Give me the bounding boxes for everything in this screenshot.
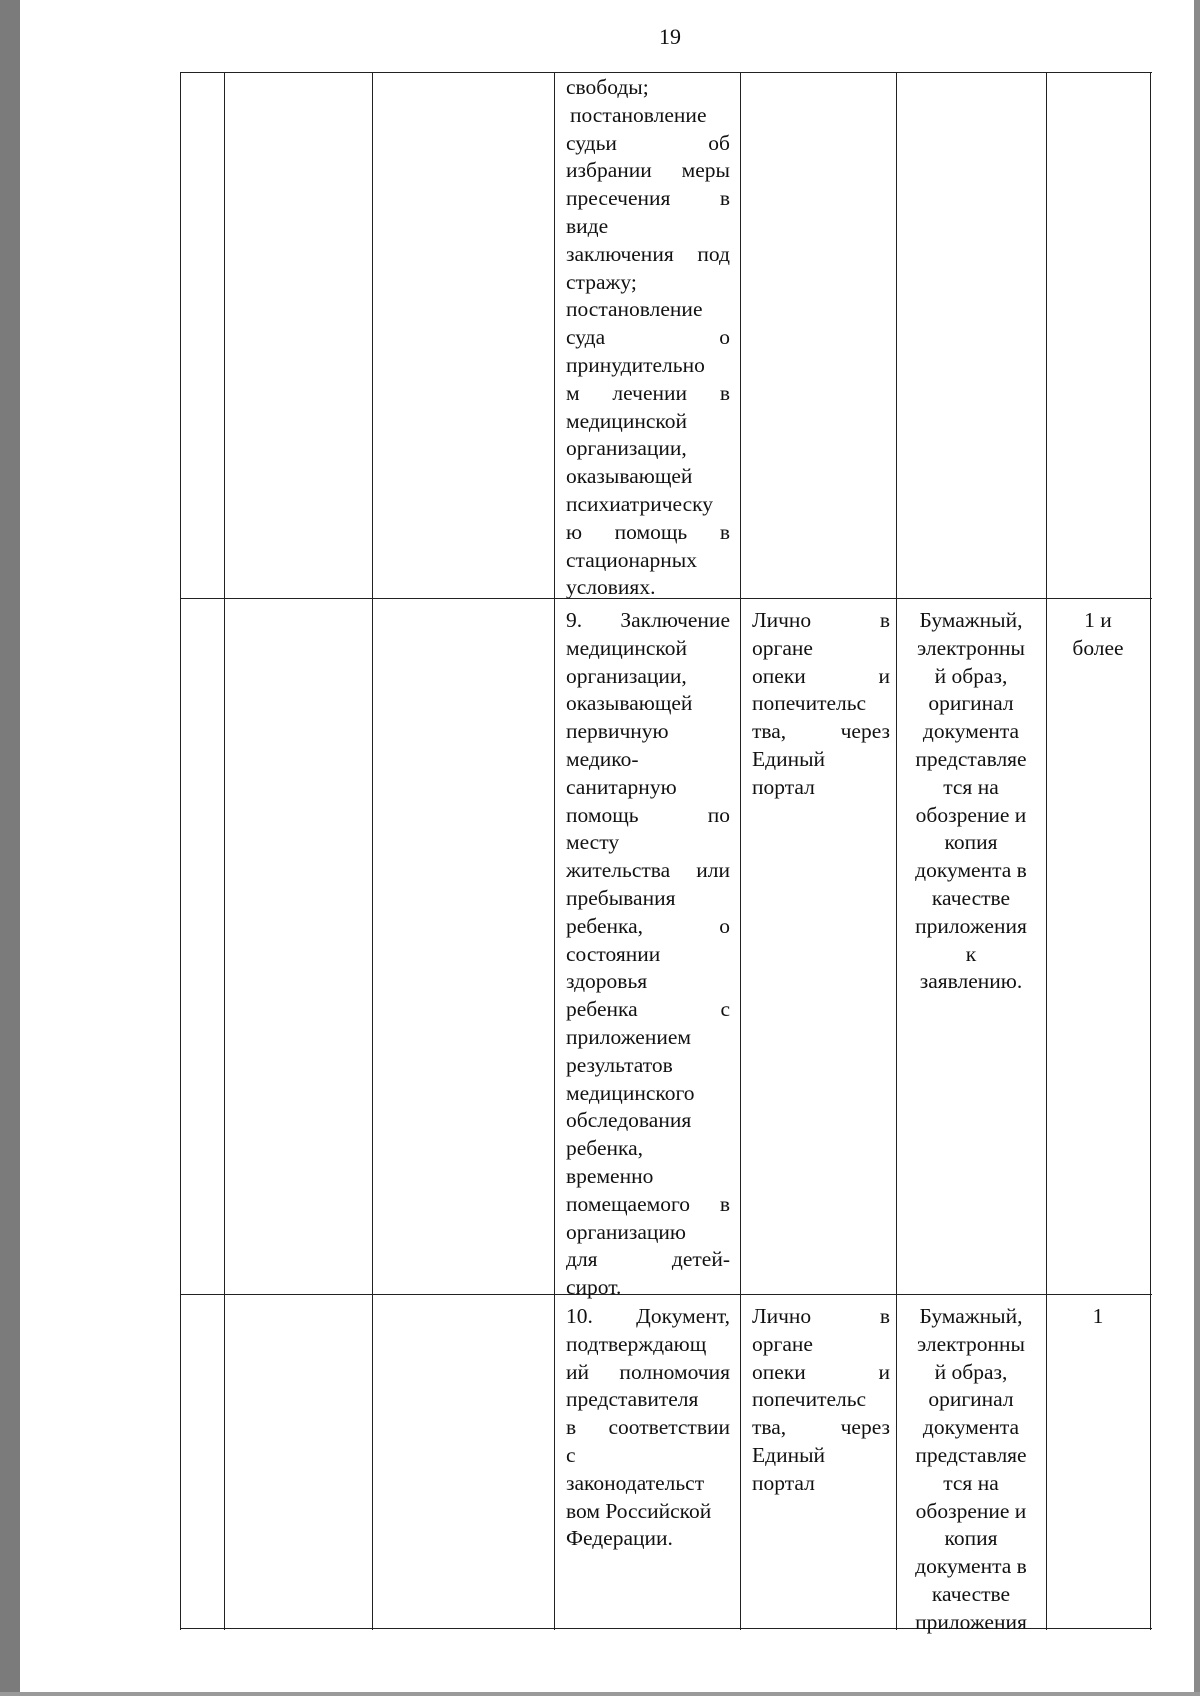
- quantity-cell: 1 и более: [1072, 608, 1124, 660]
- table-border-top: [180, 72, 1152, 73]
- method-cell: Лично в органе опеки и попечительс тва, через Единый портал: [752, 1304, 890, 1495]
- column-divider: [372, 72, 373, 1630]
- table-border-right: [1150, 72, 1151, 1630]
- scan-edge-bottom: [0, 1692, 1200, 1696]
- column-divider: [1046, 72, 1047, 1630]
- document-cell: 9. Заключение медицинской организации, оказывающей первичную медико- санитарную помощь по месту жительства или пребывания ребенка, о состоянии здоровья ребенка с приложением результатов медицинского обследования ребенка, временно помещаемого в организацию для детей- сирот.: [566, 608, 730, 1300]
- form-cell: Бумажный, электронны й образ, оригинал документа представляе тся на обозрение и копия документа в качестве приложения: [915, 1304, 1027, 1634]
- scan-edge-left: [0, 0, 20, 1696]
- column-divider: [554, 72, 555, 1630]
- form-cell: Бумажный, электронны й образ, оригинал документа представляе тся на обозрение и копия документа в качестве приложения к заявлению.: [915, 608, 1027, 994]
- document-table: [180, 72, 1152, 1634]
- table-border-left: [180, 72, 181, 1630]
- column-divider: [224, 72, 225, 1630]
- method-cell: Лично в органе опеки и попечительс тва, через Единый портал: [752, 608, 890, 799]
- column-divider: [740, 72, 741, 1630]
- quantity-cell: 1: [1092, 1304, 1104, 1328]
- scan-edge-right: [1194, 0, 1200, 1696]
- page-number: 19: [659, 24, 681, 49]
- document-cell: 10. Документ, подтверждающ ий полномочия представителя в соответствии с законодательст вом Российской Федерации.: [566, 1304, 730, 1551]
- document-cell: свободы; постановление судьи об избрании меры пресечения в виде заключения под стражу; постановление суда о принудительно м лечении в медицинской организации, оказывающей психиатрическу ю помощь в стационарных условиях.: [566, 75, 730, 600]
